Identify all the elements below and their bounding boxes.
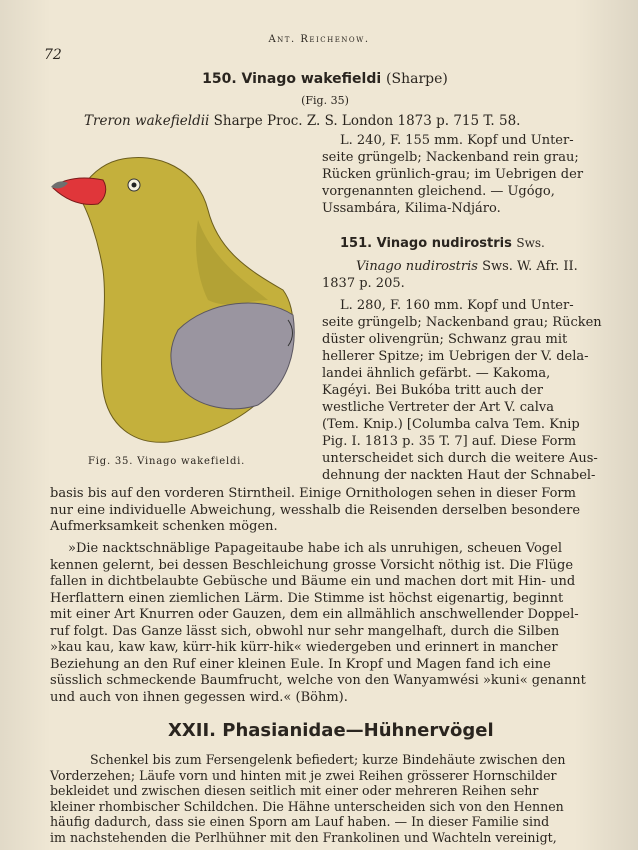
species-150-description (322, 132, 612, 217)
bird-pupil (132, 183, 137, 188)
species-151-description (322, 297, 612, 484)
synonym-citation-cont: 1837 p. 205. (322, 276, 405, 291)
text-line: Aufmerksamkeit schenken mögen. (50, 519, 278, 534)
text-line: Vorderzehen; Läufe vorn und hinten mit je zwei Reihen grösserer Hornschilder (50, 767, 557, 783)
text-line: Beziehung an den Ruf einer kleinen Eule. In Kropf und Magen fand ich eine (50, 656, 551, 672)
text-line: und auch von ihnen gegessen wird.« (Böhm). (50, 689, 348, 705)
text-line: hellerer Spitze; im Uebrigen der V. dela- (322, 349, 589, 364)
synonym-name: Treron wakefieldii (84, 113, 210, 129)
text-line: Rücken grünlich-grau; im Uebrigen der (322, 167, 584, 182)
figure-reference: (Fig. 35) (301, 94, 349, 107)
text-line: bekleidet und zwischen diesen seitlich mit einer oder mehreren Reihen sehr (50, 783, 539, 798)
figure-caption: Fig. 35. Vinago wakefieldi. (88, 456, 246, 467)
synonym-citation: Sharpe Proc. Z. S. London 1873 p. 715 T. 58. (209, 113, 521, 129)
text-line: fallen in dichtbelaubte Gebüsche und Bäume ein und machen dort mit Hin- und (50, 574, 576, 589)
species-151-continuation (50, 486, 612, 536)
synonym-citation: Sws. W. Afr. II. (477, 259, 578, 274)
text-line: »kau kau, kaw kaw, kürr-hik kürr-hik« wiedergeben und erinnert in mancher (50, 640, 558, 655)
text-line: nur eine individuelle Abweichung, wesshalb die Reisenden derselben besondere (50, 502, 581, 518)
text-line: Ussambára, Kilima-Ndjáro. (322, 201, 501, 216)
synonym-line (84, 113, 520, 129)
synonym-name: Vinago nudirostris (356, 259, 478, 274)
text-line: »Die nacktschnäblige Papageitaube habe ich als unruhigen, scheuen Vogel (68, 541, 562, 556)
text-line: (Tem. Knip.) [Columba calva Tem. Knip (322, 417, 580, 432)
text-line: süsslich schmeckende Baumfrucht, welche von den Wanyamwési »kuni« genannt (50, 673, 586, 688)
species-150-title (0, 71, 638, 87)
text-line: landei ähnlich gefärbt. — Kakoma, (322, 366, 551, 381)
text-line: basis bis auf den vorderen Stirntheil. Einige Ornithologen sehen in dieser Form (50, 486, 576, 501)
species-author: Sws. (516, 236, 545, 250)
family-heading: XXII. Phasianidae—Hühnervögel (168, 720, 494, 741)
species-151-synonym (322, 258, 612, 292)
text-line: seite grüngelb; Nackenband rein grau; (322, 150, 579, 165)
page-number: 72 (44, 47, 62, 63)
text-line: ruf folgt. Das Ganze lässt sich, obwohl nur sehr mangelhaft, durch die Silben (50, 623, 560, 639)
text-line: Schenkel bis zum Fersengelenk befiedert; kurze Bindehäute zwischen den (90, 752, 566, 767)
text-line: seite grüngelb; Nackenband grau; Rücken (322, 315, 602, 330)
text-line: mit einer Art Knurren oder Gauzen, dem ein allmählich anschwellender Doppel- (50, 607, 579, 622)
family-description (50, 752, 612, 845)
pigeon-illustration (48, 150, 310, 450)
text-line: Pig. I. 1813 p. 35 T. 7] auf. Diese Form (322, 434, 577, 449)
text-line: dehnung der nackten Haut der Schnabel- (322, 468, 596, 483)
text-line: L. 240, F. 155 mm. Kopf und Unter- (340, 133, 574, 148)
boehm-quote (50, 541, 612, 706)
running-head: Ant. Reichenow. (268, 34, 370, 45)
text-line: kennen gelernt, bei dessen Beschleichung grosse Vorsicht nöthig ist. Die Flüge (50, 557, 574, 573)
text-line: westliche Vertreter der Art V. calva (322, 400, 554, 415)
species-number: 151. (340, 236, 373, 251)
text-line: düster olivengrün; Schwanz grau mit (322, 332, 568, 347)
species-author: (Sharpe) (386, 71, 448, 87)
species-name: Vinago wakefieldi (241, 71, 382, 87)
species-name: Vinago nudirostris (376, 236, 512, 251)
text-line: Herflattern einen ziemlichen Lärm. Die Stimme ist höchst eigenartig, beginnt (50, 590, 564, 606)
text-line: im nachstehenden die Perlhühner mit den Frankolinen und Wachteln vereinigt, (50, 829, 557, 845)
species-151-title (340, 236, 545, 251)
text-line: Kagéyi. Bei Bukóba tritt auch der (322, 383, 543, 398)
text-line: unterscheidet sich durch die weitere Aus- (322, 451, 598, 466)
text-line: vorgenannten gleichend. — Ugógo, (322, 184, 555, 199)
text-line: kleiner rhombischer Schildchen. Die Hähne unterscheiden sich von den Hennen (50, 798, 564, 814)
text-line: häufig dadurch, dass sie einen Sporn am Lauf haben. — In dieser Familie sind (50, 814, 550, 829)
text-line: L. 280, F. 160 mm. Kopf und Unter- (340, 298, 574, 313)
species-number: 150. (202, 71, 237, 87)
